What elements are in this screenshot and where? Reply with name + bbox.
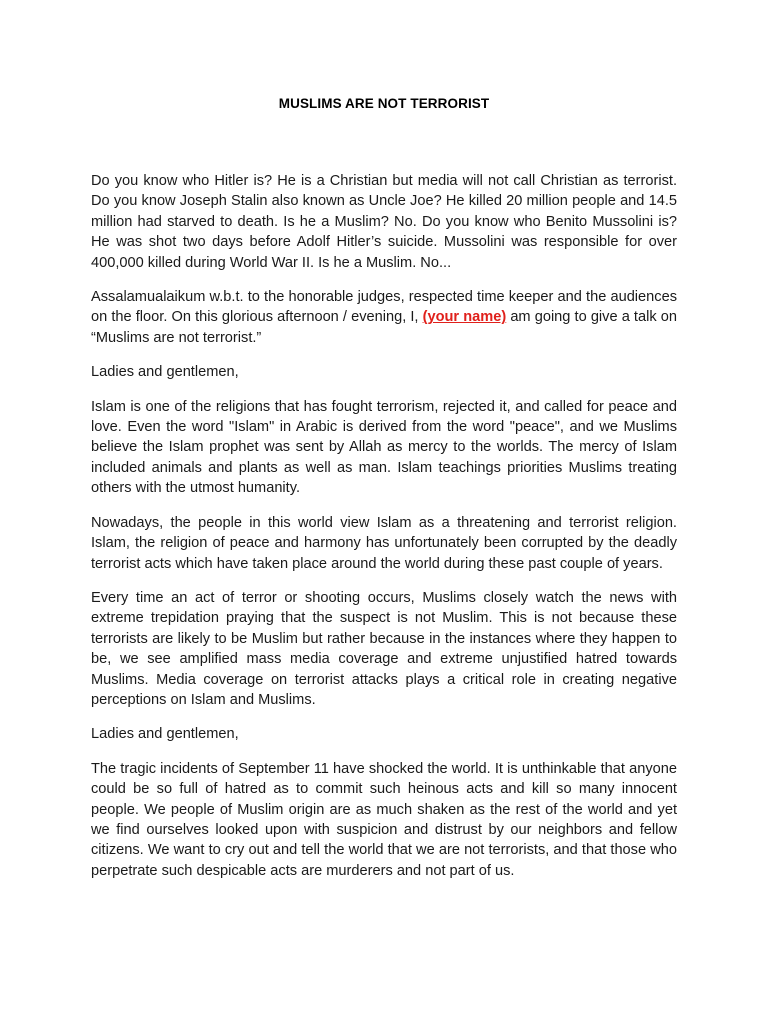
document-title: MUSLIMS ARE NOT TERRORIST xyxy=(278,96,490,111)
paragraph-media-coverage: Every time an act of terror or shooting occurs, Muslims closely watch the news with extreme trepidation praying that the suspect is not Muslim. This is not because these terrorists are likely to be Muslim but rather because in the instances where they happen to be, we see amplified mass media coverage and extreme unjustified hatred towards Muslims. Media coverage on terrorist attacks plays a critical role in creating negative perceptions on Islam and Muslims. xyxy=(91,589,677,708)
greeting-text-before: Assalamualaikum w.b.t. to the honorable judges, respected time keeper and the audiences on the floor. On this glorious afternoon / evening, I, xyxy=(91,289,677,326)
paragraph-islam-peace: Islam is one of the religions that has fought terrorism, rejected it, and called for peace and love. Even the word "Islam" in Arabic is derived from the word "peace", and we Muslims believe the Islam prophet was sent by Allah as mercy to the worlds. The mercy of Islam included animals and plants as well as man. Islam teachings priorities Muslims treating others with the utmost humanity. xyxy=(91,398,677,497)
paragraph-intro: Do you know who Hitler is? He is a Christian but media will not call Christian as terrorist. Do you know Joseph Stalin also known as Uncle Joe? He killed 20 million people and 14.5 million had starved to death. Is he a Muslim? No. Do you know who Benito Mussolini is? He was shot two days before Adolf Hitler’s suicide. Mussolini was responsible for over 400,000 killed during World War II. Is he a Muslim. No... xyxy=(91,173,677,271)
greeting-text-after: am going to give a talk on “Muslims are not terrorist.” xyxy=(91,309,677,346)
paragraph-salutation-1: Ladies and gentlemen, xyxy=(91,364,239,381)
paragraph-world-view: Nowadays, the people in this world view Islam as a threatening and terrorist religion. Islam, the religion of peace and harmony has unfortunately been corrupted by the deadly terrorist acts which have taken place around the world during these past couple of years. xyxy=(91,514,677,572)
paragraph-salutation-2: Ladies and gentlemen, xyxy=(91,726,239,743)
your-name-placeholder: (your name) xyxy=(422,309,507,326)
paragraph-greeting xyxy=(91,287,677,348)
paragraph-september-11: The tragic incidents of September 11 have shocked the world. It is unthinkable that anyone could be so full of hatred as to commit such heinous acts and kill so many innocent people. We people of Muslim origin are as much shaken as the rest of the world and yet we find ourselves looked upon with suspicion and distrust by our neighbors and fellow citizens. We want to cry out and tell the world that we are not terrorists, and that those who perpetrate such despicable acts are murderers and not part of us. xyxy=(91,760,677,879)
document-body xyxy=(91,171,677,895)
